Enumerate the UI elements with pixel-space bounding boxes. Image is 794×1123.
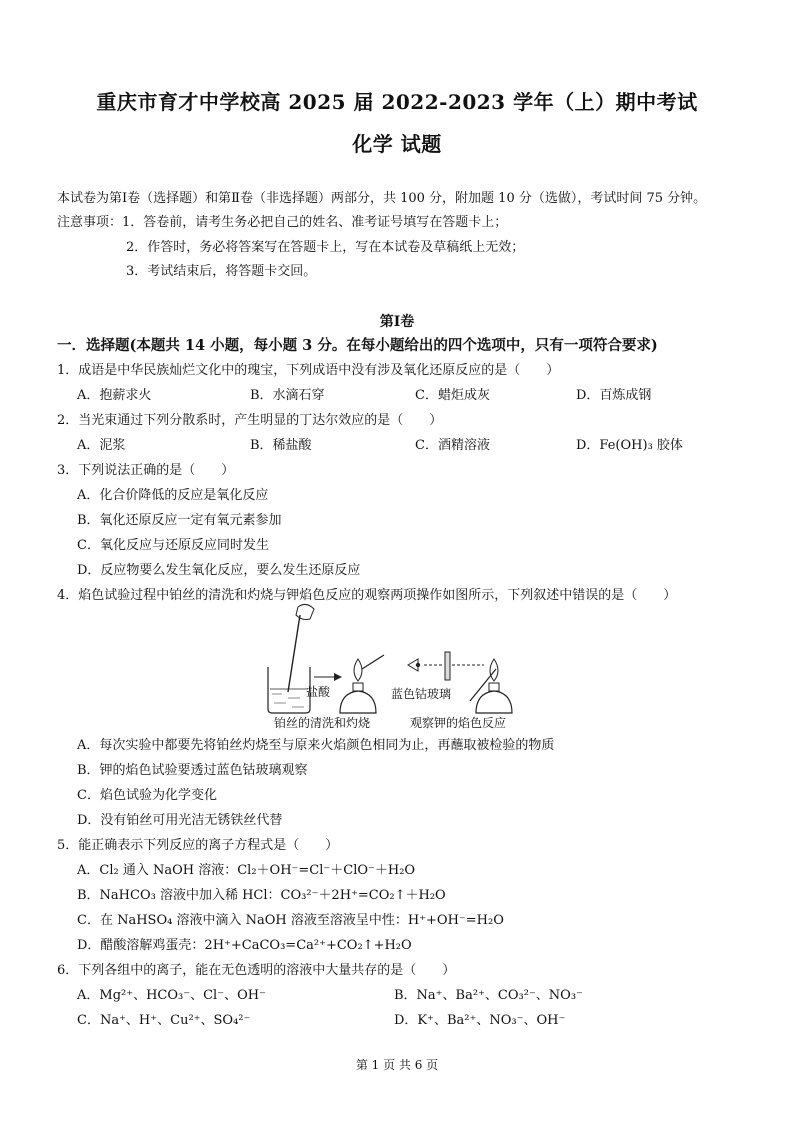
q6-option-c: C．Na⁺、H⁺、Cu²⁺、SO₄²⁻ <box>77 1013 251 1028</box>
flame-test-figure <box>258 597 538 737</box>
note-1: 注意事项：1．答卷前，请考生务必把自己的姓名、准考证号填写在答题卡上； <box>57 215 508 230</box>
intro-text: 本试卷为第Ⅰ卷（选择题）和第Ⅱ卷（非选择题）两部分，共 100 分，附加题 10 分（选做），考试时间 75 分钟。 <box>57 191 707 206</box>
q5-option-d: D．醋酸溶解鸡蛋壳：2H⁺+CaCO₃=Ca²⁺+CO₂↑+H₂O <box>77 938 412 953</box>
q5-option-b: B．NaHCO₃ 溶液中加入稀 HCl：CO₃²⁻＋2H⁺=CO₂↑＋H₂O <box>77 888 446 903</box>
q4-option-c: C．焰色试验为化学变化 <box>77 788 217 803</box>
page-footer: 第 1 页 共 6 页 <box>355 1058 439 1072</box>
q2-option-b: B．稀盐酸 <box>250 438 312 453</box>
q1-option-a: A．抱薪求火 <box>77 388 152 403</box>
caption-left: 铂丝的清洗和灼烧 <box>274 716 371 730</box>
q1-option-b: B．水滴石穿 <box>250 388 325 403</box>
q4-option-d: D．没有铂丝可用光洁无锈铁丝代替 <box>77 813 283 828</box>
question-2-stem: 2．当光束通过下列分散系时，产生明显的丁达尔效应的是（ ） <box>57 413 443 428</box>
question-4-stem: 4．焰色试验过程中铂丝的清洗和灼烧与钾焰色反应的观察两项操作如图所示，下列叙述中错误的是（ ） <box>57 588 677 603</box>
q3-option-d: D．反应物要么发生氧化反应，要么发生还原反应 <box>77 563 361 578</box>
part-title: 第Ⅰ卷 <box>379 314 415 330</box>
q6-option-a: A．Mg²⁺、HCO₃⁻、Cl⁻、OH⁻ <box>77 988 266 1003</box>
note-2: 2．作答时，务必将答案写在答题卡上，写在本试卷及草稿纸上无效； <box>126 240 525 255</box>
q5-option-c: C．在 NaHSO₄ 溶液中滴入 NaOH 溶液至溶液呈中性：H⁺+OH⁻=H₂O <box>77 913 504 928</box>
q2-option-a: A．泥浆 <box>77 438 126 453</box>
question-1-stem: 1．成语是中华民族灿烂文化中的瑰宝，下列成语中没有涉及氧化还原反应的是（ ） <box>57 363 560 378</box>
q4-option-b: B．钾的焰色试验要透过蓝色钴玻璃观察 <box>77 763 308 778</box>
q6-option-b: B．Na⁺、Ba²⁺、CO₃²⁻、NO₃⁻ <box>394 988 583 1003</box>
caption-right: 观察钾的焰色反应 <box>410 716 507 730</box>
q2-option-c: C．酒精溶液 <box>415 438 490 453</box>
label-cobalt-glass: 蓝色钴玻璃 <box>391 687 452 701</box>
q6-option-d: D．K⁺、Ba²⁺、NO₃⁻、OH⁻ <box>394 1013 566 1028</box>
q1-option-d: D．百炼成钢 <box>576 388 652 403</box>
q4-option-a: A．每次实验中都要先将铂丝灼烧至与原来火焰颜色相同为止，再蘸取被检验的物质 <box>77 738 555 753</box>
exam-title: 重庆市育才中学校高 2025 届 2022-2023 学年（上）期中考试 <box>96 90 698 114</box>
question-3-stem: 3．下列说法正确的是（ ） <box>57 463 235 478</box>
label-hydrochloric-acid: 盐酸 <box>306 685 331 699</box>
q3-option-b: B．氧化还原反应一定有氧元素参加 <box>77 513 282 528</box>
question-6-stem: 6．下列各组中的离子，能在无色透明的溶液中大量共存的是（ ） <box>57 963 456 978</box>
question-5-stem: 5．能正确表示下列反应的离子方程式是（ ） <box>57 838 339 853</box>
q1-option-c: C．蜡炬成灰 <box>415 388 490 403</box>
exam-subtitle: 化学 试题 <box>352 132 442 156</box>
q5-option-a: A．Cl₂ 通入 NaOH 溶液：Cl₂＋OH⁻=Cl⁻＋ClO⁻＋H₂O <box>77 863 416 878</box>
q3-option-a: A．化合价降低的反应是氧化反应 <box>77 488 269 503</box>
q2-option-d: D．Fe(OH)₃ 胶体 <box>576 438 683 453</box>
section-title: 一．选择题(本题共 14 小题，每小题 3 分。在每小题给出的四个选项中，只有一项符合要求) <box>57 337 658 354</box>
q3-option-c: C．氧化反应与还原反应同时发生 <box>77 538 269 553</box>
note-3: 3．考试结束后，将答题卡交回。 <box>126 264 317 279</box>
